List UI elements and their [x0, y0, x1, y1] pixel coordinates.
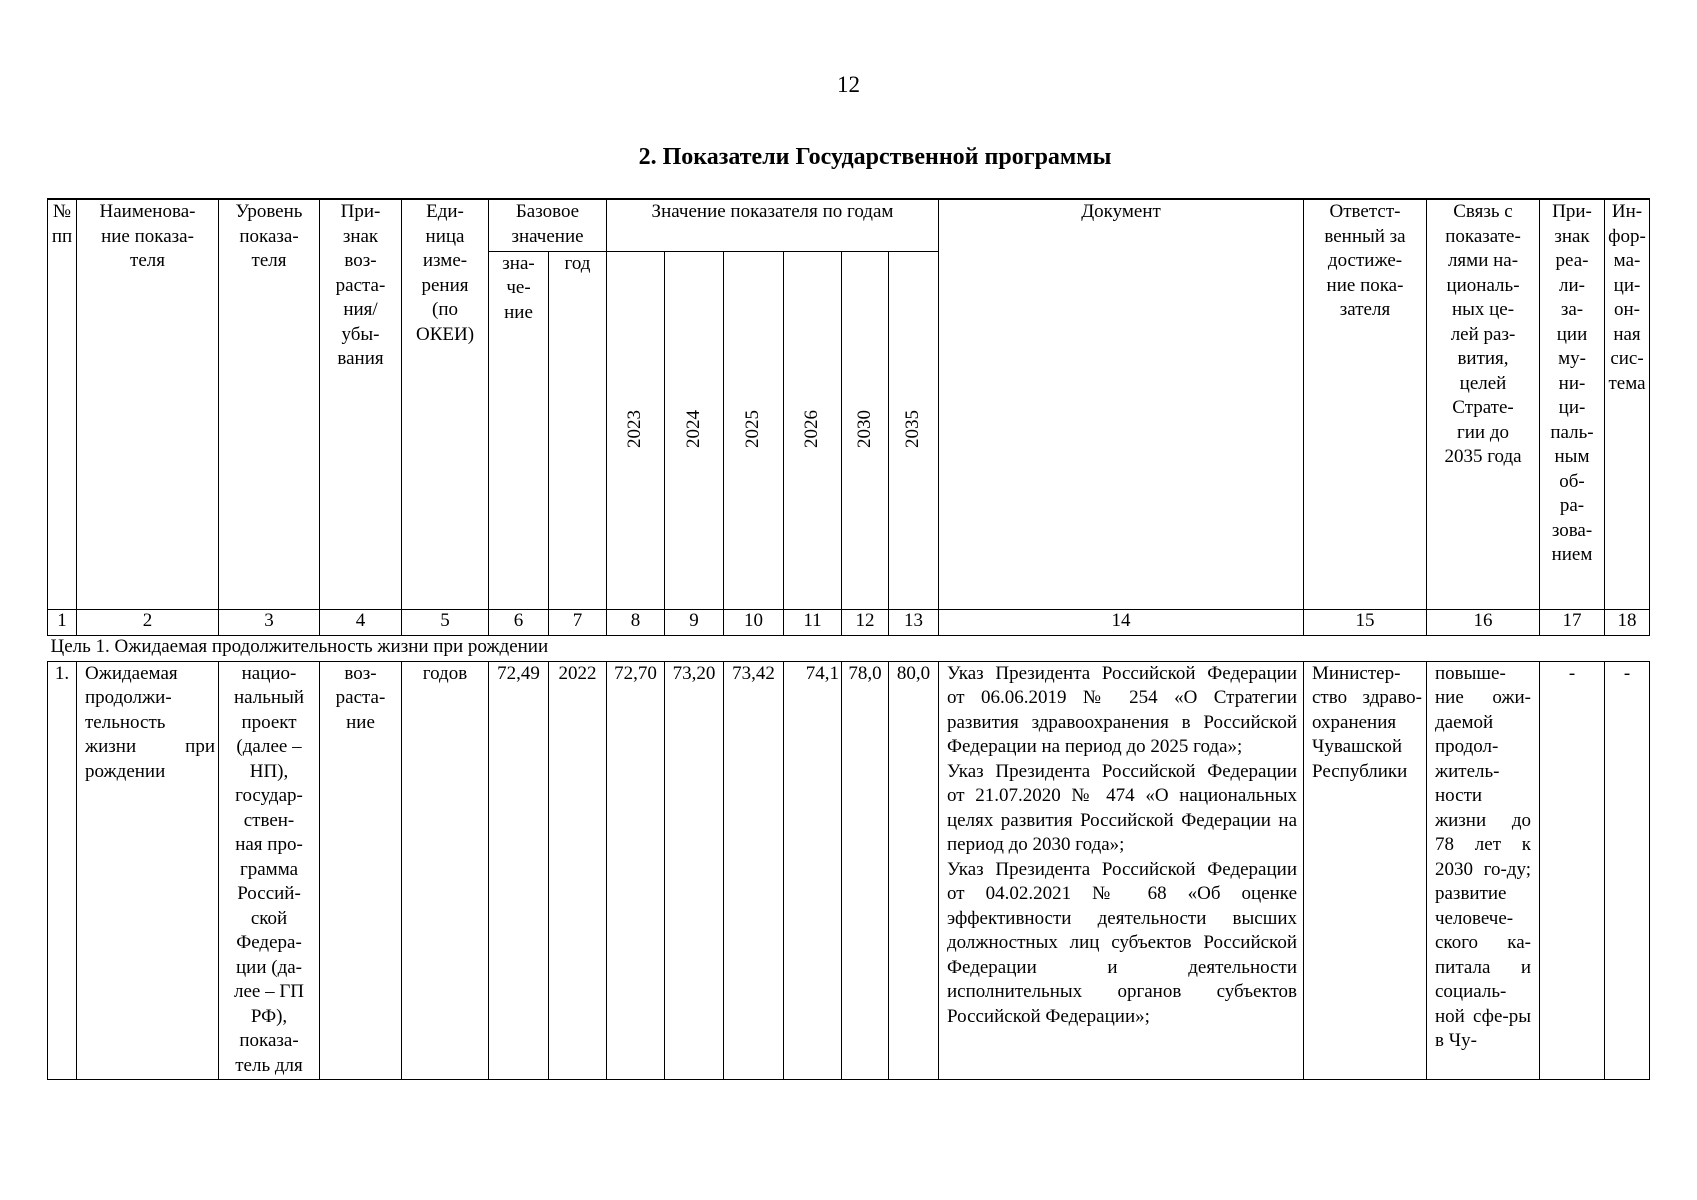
goal-row	[48, 635, 1650, 661]
header-col-num: № пп	[48, 199, 77, 609]
column-number: 16	[1427, 609, 1540, 635]
column-number: 8	[607, 609, 665, 635]
indicator-level: нацио- нальный проект (далее – НП), государ- ствен- ная про- грамма Россий- ской Федера- ции (да- лее – ГП РФ), показа- тель для	[219, 661, 320, 1079]
value-2026: 74,1	[784, 661, 842, 1079]
header-col-name: Наименова- ние показа- теля	[77, 199, 219, 609]
column-number: 3	[219, 609, 320, 635]
document-cell: Указ Президента Российской Федерации от 06.06.2019 № 254 «О Стратегии развития здравоохранения в Российской Федерации на период до 2025 года»; Указ Президента Российской Федерации от 21.07.2020 № 474 «О национальных целях развития Российской Федерации на период до 2030 года»; Указ Президента Российской Федерации от 04.02.2021 № 68 «Об оценке эффективности деятельности высших должностных лиц субъектов Российской Федерации и деятельности исполнительных органов субъектов Российской Федерации»;	[939, 661, 1304, 1079]
header-col-link: Связь с показате- лями на- циональ- ных це- лей раз- вития, целей Страте- гии до 2035 года	[1427, 199, 1540, 609]
column-number: 17	[1540, 609, 1605, 635]
header-year-2025: 2025	[742, 409, 764, 448]
column-numbers-row	[48, 609, 1650, 635]
column-number: 13	[889, 609, 939, 635]
municipal-cell: -	[1540, 661, 1605, 1079]
column-number: 14	[939, 609, 1304, 635]
column-number: 9	[665, 609, 724, 635]
header-years-group: Значение показателя по годам	[607, 199, 939, 251]
value-2035: 80,0	[889, 661, 939, 1079]
header-row-1	[48, 199, 1650, 251]
section-title: 2. Показатели Государственной программы	[638, 144, 1112, 170]
indicators-table	[47, 198, 1650, 1080]
base-value: 72,49	[489, 661, 549, 1079]
value-2023: 72,70	[607, 661, 665, 1079]
header-col-info-system: Ин- фор- ма- ци- он- ная сис- тема	[1605, 199, 1650, 609]
column-number: 5	[402, 609, 489, 635]
column-number: 2	[77, 609, 219, 635]
row-number: 1.	[48, 661, 77, 1079]
header-col-municipal: При- знак реа- ли- за- ции му- ни- ци- паль- ным об- ра- зова- нием	[1540, 199, 1605, 609]
indicator-name: Ожидаемая продолжи-тельность жизни при рождении	[77, 661, 219, 1079]
header-col-level: Уровень показа- теля	[219, 199, 320, 609]
header-year-2030: 2030	[853, 409, 875, 448]
goal-title: Цель 1. Ожидаемая продолжительность жизни при рождении	[48, 635, 1650, 661]
column-number: 12	[842, 609, 889, 635]
header-year-2023: 2023	[624, 409, 646, 448]
column-number: 1	[48, 609, 77, 635]
column-number: 10	[724, 609, 784, 635]
indicator-trend: воз- раста- ние	[320, 661, 402, 1079]
header-base-year: год	[549, 251, 607, 609]
header-col-responsible: Ответст- венный за достиже- ние пока- зателя	[1304, 199, 1427, 609]
column-number: 7	[549, 609, 607, 635]
header-col-unit: Еди- ница изме- рения (по ОКЕИ)	[402, 199, 489, 609]
column-number: 6	[489, 609, 549, 635]
column-number: 15	[1304, 609, 1427, 635]
header-base-group: Базовое значение	[489, 199, 607, 251]
responsible-cell: Министер-ство здраво-охранения Чувашской Республики	[1304, 661, 1427, 1079]
page-number: 12	[837, 72, 860, 97]
header-year-2026: 2026	[801, 409, 823, 448]
value-2024: 73,20	[665, 661, 724, 1079]
column-number: 4	[320, 609, 402, 635]
value-2025: 73,42	[724, 661, 784, 1079]
indicator-unit: годов	[402, 661, 489, 1079]
header-base-value: зна- че- ние	[489, 251, 549, 609]
header-year-2035: 2035	[902, 409, 924, 448]
base-year: 2022	[549, 661, 607, 1079]
link-cell: повыше-ние ожи-даемой продол-житель-ности жизни до 78 лет к 2030 го-ду; развитие человече-ского ка-питала и социаль-ной сфе-ры в Чу-	[1427, 661, 1540, 1079]
value-2030: 78,0	[842, 661, 889, 1079]
header-year-2024: 2024	[682, 409, 704, 448]
table-row	[48, 661, 1650, 1079]
header-col-document: Документ	[939, 199, 1304, 609]
info-system-cell: -	[1605, 661, 1650, 1079]
header-col-trend: При- знак воз- раста- ния/ убы- вания	[320, 199, 402, 609]
column-number: 11	[784, 609, 842, 635]
column-number: 18	[1605, 609, 1650, 635]
